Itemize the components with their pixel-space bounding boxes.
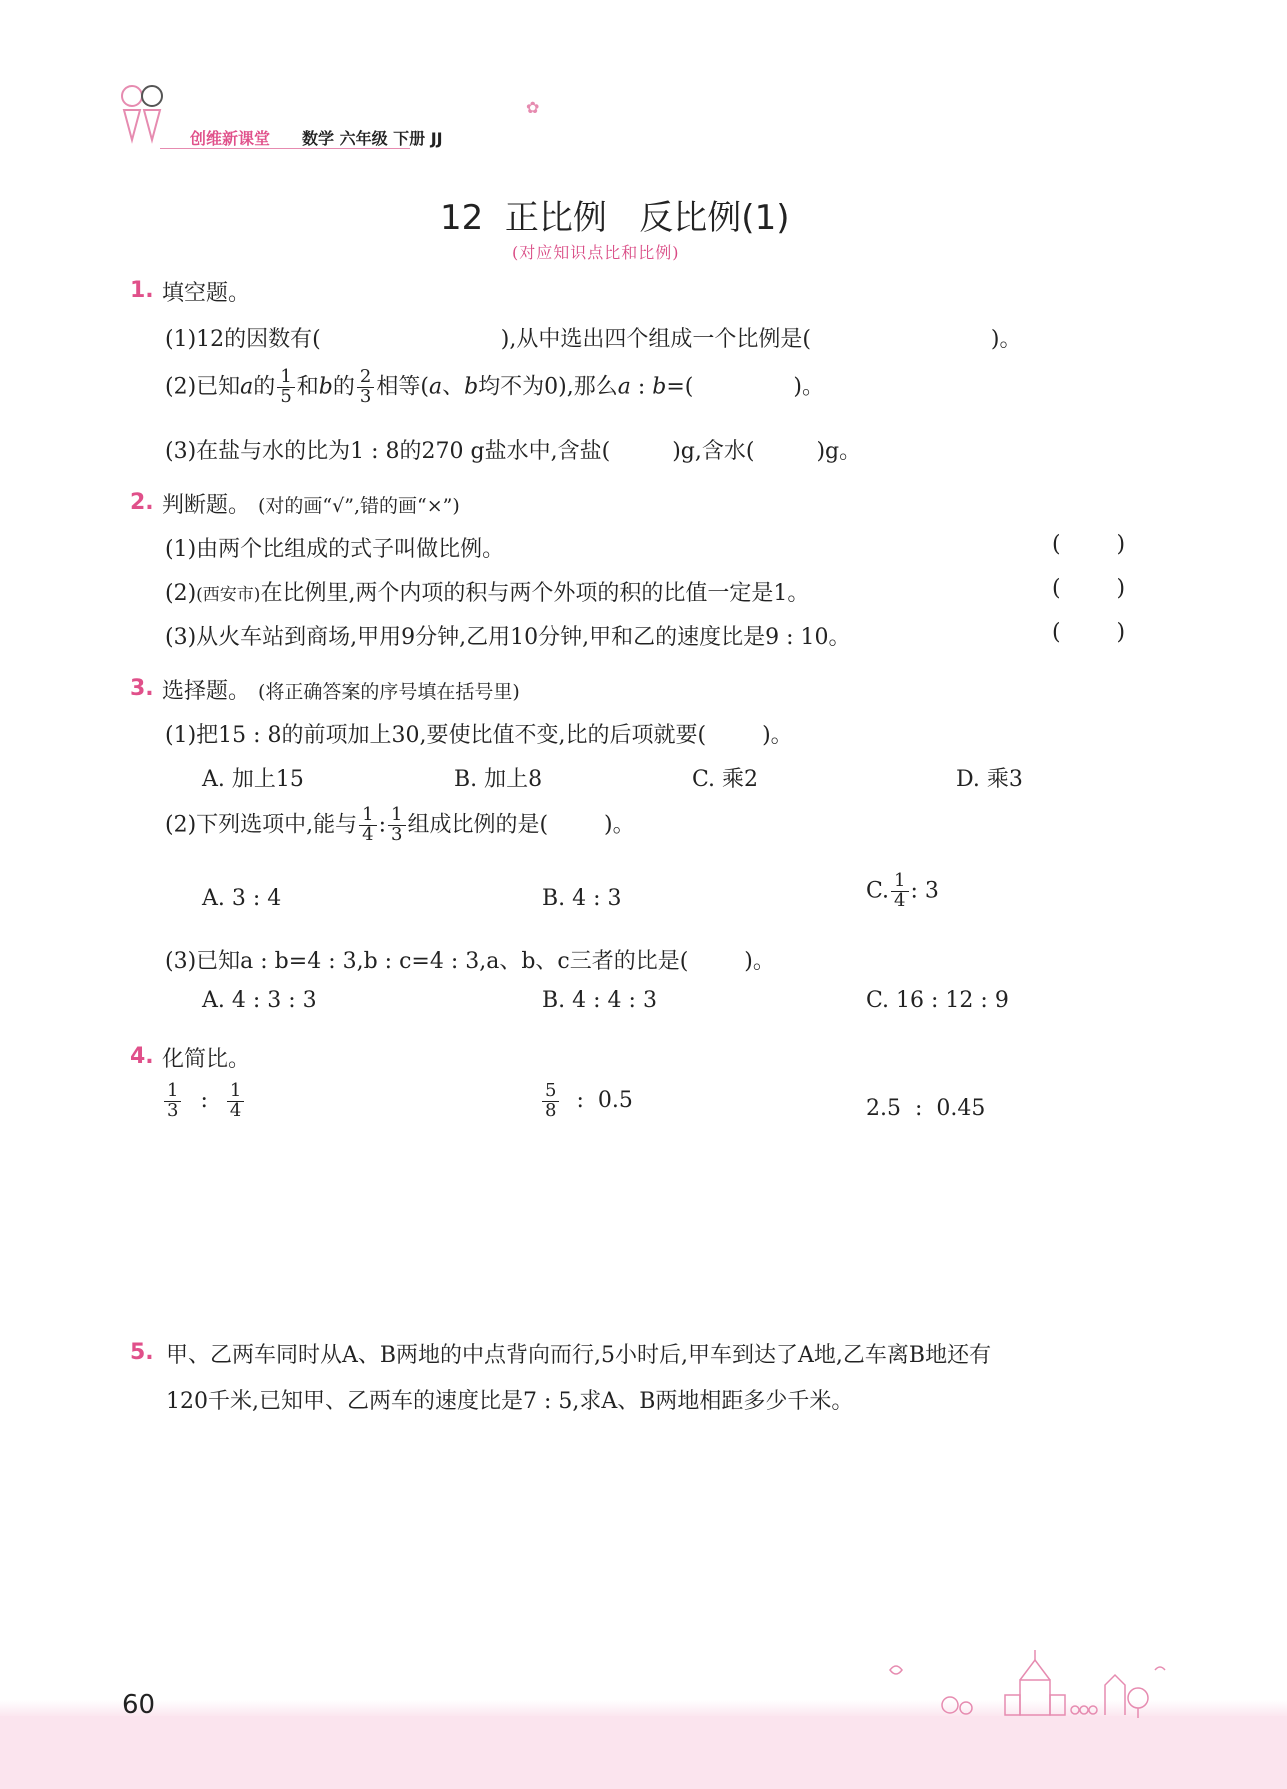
header-divider xyxy=(160,148,410,149)
fraction: $\frac{2}{3}$ xyxy=(357,368,374,407)
q2-title: 判断题。 (对的画“√”,错的画“×”) xyxy=(162,493,460,518)
q4-expr-3: 2.5 : 0.45 xyxy=(866,1096,986,1121)
fraction: $\frac{1}{5}$ xyxy=(277,368,294,407)
q2-item-1: (1)由两个比组成的式子叫做比例。 xyxy=(165,537,505,562)
option-a: A. 4 : 3 : 3 xyxy=(202,988,317,1013)
q1-number: 1. xyxy=(130,278,154,303)
header-brand: 创维新课堂 xyxy=(190,129,271,148)
q4-expr-1: $\frac{1}{3}$ : $\frac{1}{4}$ xyxy=(162,1082,246,1121)
fraction: $\frac{1}{4}$ xyxy=(359,806,376,845)
option-b: B. 4 : 4 : 3 xyxy=(542,988,657,1013)
q4-number: 4. xyxy=(130,1044,154,1069)
option-a: A. 加上15 xyxy=(202,767,304,792)
option-c: C. 乘2 xyxy=(692,767,759,792)
q3-part3: (3)已知a : b=4 : 3,b : c=4 : 3,a、b、c三者的比是( )。 xyxy=(165,949,775,974)
q2-item-3: (3)从火车站到商场,甲用9分钟,乙用10分钟,甲和乙的速度比是9 : 10。 xyxy=(165,625,851,650)
answer-paren[interactable]: ( ) xyxy=(1052,620,1126,645)
fraction: $\frac{1}{3}$ xyxy=(388,806,405,845)
q1-part1: (1)12的因数有( ),从中选出四个组成一个比例是( )。 xyxy=(165,327,1022,352)
q5-line-1: 甲、乙两车同时从A、B两地的中点背向而行,5小时后,甲车到达了A地,乙车离B地还有 xyxy=(166,1343,992,1368)
option-c: C. 16 : 12 : 9 xyxy=(866,988,1009,1013)
castle-decoration-icon xyxy=(880,1650,1170,1726)
q1-part2: (2)已知a的 $\frac{1}{5}$ 和b的 $\frac{2}{3}$ 相等(a、b均不为0),那么a : b=( )。 xyxy=(165,366,824,407)
header-book-info: 数学 六年级 下册 JJ xyxy=(302,129,443,148)
fraction: $\frac{1}{4}$ xyxy=(891,872,908,911)
q3-title: 选择题。 (将正确答案的序号填在括号里) xyxy=(162,679,520,704)
option-a: A. 3 : 4 xyxy=(202,886,282,911)
q3-part2: (2)下列选项中,能与 $\frac{1}{4}$ : $\frac{1}{3}$ 组成比例的是( )。 xyxy=(165,804,635,845)
flower-icon: ✿ xyxy=(526,98,540,117)
fraction: $\frac{1}{4}$ xyxy=(227,1082,244,1121)
q3-part1: (1)把15 : 8的前项加上30,要使比值不变,比的后项就要( )。 xyxy=(165,723,793,748)
q2-number: 2. xyxy=(130,490,154,515)
option-c: C. $\frac{1}{4}$ : 3 xyxy=(866,870,939,911)
fraction: $\frac{5}{8}$ xyxy=(542,1082,559,1121)
q4-expr-2: $\frac{5}{8}$ : 0.5 xyxy=(540,1082,633,1121)
q1-title: 填空题。 xyxy=(162,281,251,306)
header-logo xyxy=(118,82,166,148)
q5-number: 5. xyxy=(130,1340,154,1365)
q4-title: 化简比。 xyxy=(162,1047,251,1072)
q2-item-2: (2)(西安市)在比例里,两个内项的积与两个外项的积的比值一定是1。 xyxy=(165,581,810,606)
option-d: D. 乘3 xyxy=(956,767,1023,792)
fraction: $\frac{1}{3}$ xyxy=(164,1082,181,1121)
answer-paren[interactable]: ( ) xyxy=(1052,576,1126,601)
q5-line-2: 120千米,已知甲、乙两车的速度比是7 : 5,求A、B两地相距多少千米。 xyxy=(166,1389,854,1414)
option-b: B. 加上8 xyxy=(454,767,543,792)
page-title: 12 正比例 反比例(1) xyxy=(440,198,790,238)
footer-band xyxy=(0,1716,1287,1789)
option-b: B. 4 : 3 xyxy=(542,886,622,911)
q1-part3: (3)在盐与水的比为1 : 8的270 g盐水中,含盐( )g,含水( )g。 xyxy=(165,439,862,464)
answer-paren[interactable]: ( ) xyxy=(1052,532,1126,557)
page-subtitle: (对应知识点比和比例) xyxy=(512,243,680,262)
q3-number: 3. xyxy=(130,676,154,701)
page-number: 60 xyxy=(122,1690,156,1720)
